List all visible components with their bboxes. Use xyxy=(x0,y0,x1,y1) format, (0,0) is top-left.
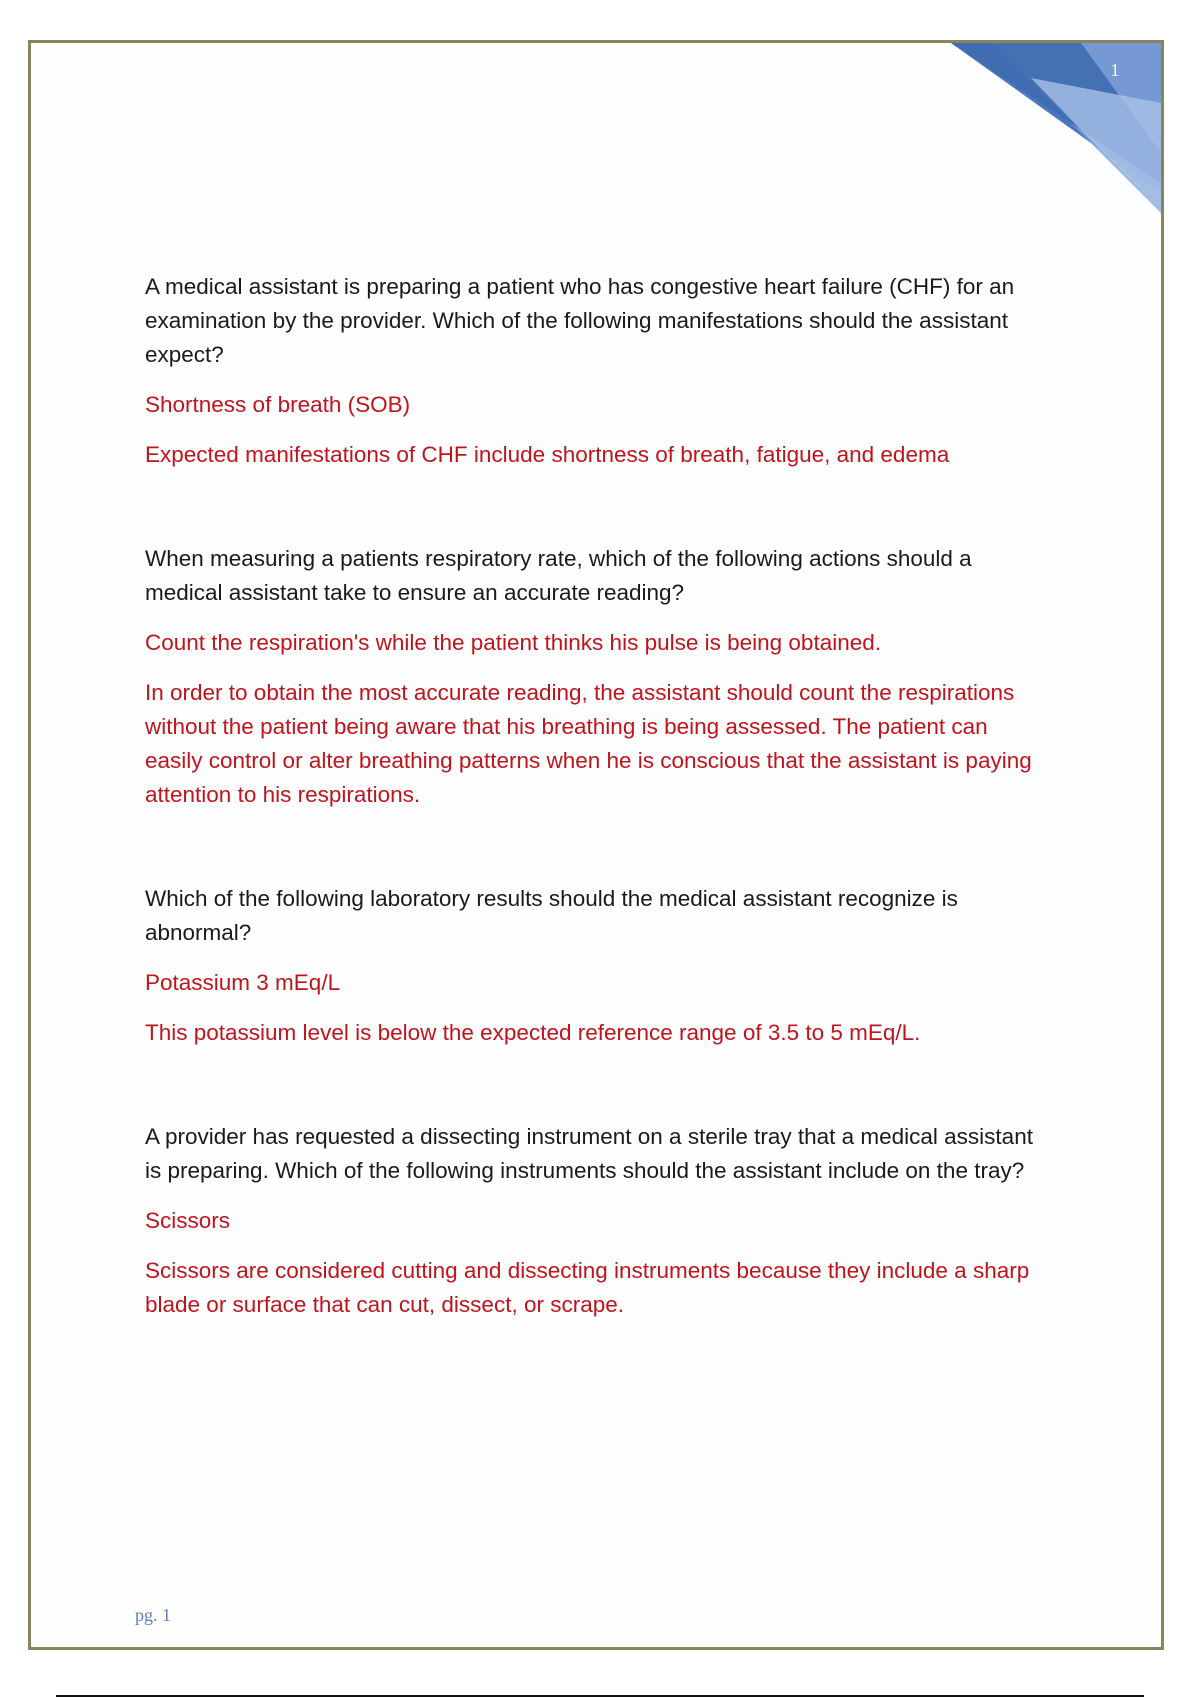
qa-content xyxy=(145,270,1045,1322)
corner-decoration xyxy=(931,43,1161,213)
question-text: Which of the following laboratory results should the medical assistant recognize is abnormal? xyxy=(145,886,958,945)
question-text: A medical assistant is preparing a patient who has congestive heart failure (CHF) for an examination by the provider. Which of the following manifestations should the assistant expect? xyxy=(145,274,1015,367)
qa-item xyxy=(145,542,1045,812)
answer-text: Scissors xyxy=(145,1208,231,1233)
answer-text: Shortness of breath (SOB) xyxy=(145,392,411,417)
question-text: When measuring a patients respiratory rate, which of the following actions should a medical assistant take to ensure an accurate reading? xyxy=(145,546,972,605)
explanation-text: Expected manifestations of CHF include shortness of breath, fatigue, and edema xyxy=(145,442,950,467)
footer-page-label: pg. 1 xyxy=(135,1605,171,1625)
answer-text: Potassium 3 mEq/L xyxy=(145,970,341,995)
explanation-text: Scissors are considered cutting and dissecting instruments because they include a sharp blade or surface that can cut, dissect, or scrape. xyxy=(145,1258,1030,1317)
page-number: 1 xyxy=(1110,60,1120,80)
qa-item xyxy=(145,1120,1045,1322)
explanation-text: In order to obtain the most accurate reading, the assistant should count the respirations without the patient being aware that his breathing is being assessed. The patient can easily control or alter breathing patterns when he is conscious that the assistant is paying attention to his respirations. xyxy=(145,680,1032,807)
qa-item xyxy=(145,882,1045,1050)
qa-item xyxy=(145,270,1045,472)
answer-text: Count the respiration's while the patient thinks his pulse is being obtained. xyxy=(145,630,881,655)
explanation-text: This potassium level is below the expected reference range of 3.5 to 5 mEq/L. xyxy=(145,1020,921,1045)
footer-rule xyxy=(56,1695,1144,1697)
question-text: A provider has requested a dissecting instrument on a sterile tray that a medical assistant is preparing. Which of the following instruments should the assistant include on the tray? xyxy=(145,1124,1033,1183)
